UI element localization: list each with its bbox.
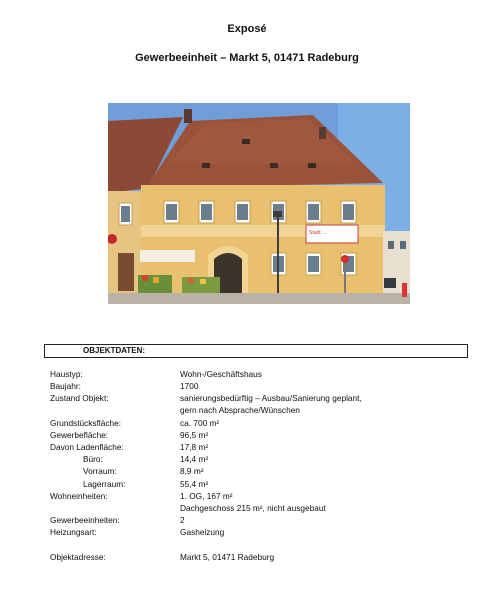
detail-label: Zustand Objekt: xyxy=(50,393,109,403)
detail-label: Objektadresse: xyxy=(50,552,106,562)
detail-value: Wohn-/Geschäftshaus xyxy=(180,369,262,379)
detail-label: Haustyp: xyxy=(50,369,83,379)
detail-label: Davon Ladenfläche: xyxy=(50,442,124,452)
detail-label: Grundstücksfläche: xyxy=(50,418,122,428)
detail-value: 17,8 m² xyxy=(180,442,209,452)
objektdaten-section-header xyxy=(44,344,468,358)
shop-sign-text: Stadt ... xyxy=(309,230,327,236)
detail-value: Markt 5, 01471 Radeburg xyxy=(180,552,275,562)
detail-value: sanierungsbedürftig – Ausbau/Sanierung geplant, xyxy=(180,393,362,403)
detail-value: Dachgeschoss 215 m², nicht ausgebaut xyxy=(180,503,326,513)
detail-value: 14,4 m² xyxy=(180,454,209,464)
detail-value: 8,9 m² xyxy=(180,466,204,476)
section-heading: OBJEKTDATEN: xyxy=(83,346,146,355)
document-title: Exposé xyxy=(227,23,267,35)
detail-label: Heizungsart: xyxy=(50,527,97,537)
detail-label: Büro: xyxy=(83,454,103,464)
detail-label: Wohneinheiten: xyxy=(50,491,108,501)
detail-label: Vorraum: xyxy=(83,466,117,476)
building-photo xyxy=(108,103,410,304)
detail-label: Gewerbefläche: xyxy=(50,430,109,440)
detail-value: 1700 xyxy=(180,381,199,391)
detail-value: 2 xyxy=(180,515,185,525)
detail-value: 96,5 m² xyxy=(180,430,209,440)
detail-value: gern nach Absprache/Wünschen xyxy=(180,405,300,415)
detail-label: Gewerbeeinheiten: xyxy=(50,515,120,525)
detail-value: ca. 700 m² xyxy=(180,418,220,428)
detail-value: Gasheizung xyxy=(180,527,225,537)
detail-label: Lagerraum: xyxy=(83,479,126,489)
detail-value: 55,4 m² xyxy=(180,479,209,489)
detail-label: Baujahr: xyxy=(50,381,81,391)
detail-value: 1. OG, 167 m² xyxy=(180,491,233,501)
document-subtitle: Gewerbeeinheit – Markt 5, 01471 Radeburg xyxy=(135,52,359,64)
